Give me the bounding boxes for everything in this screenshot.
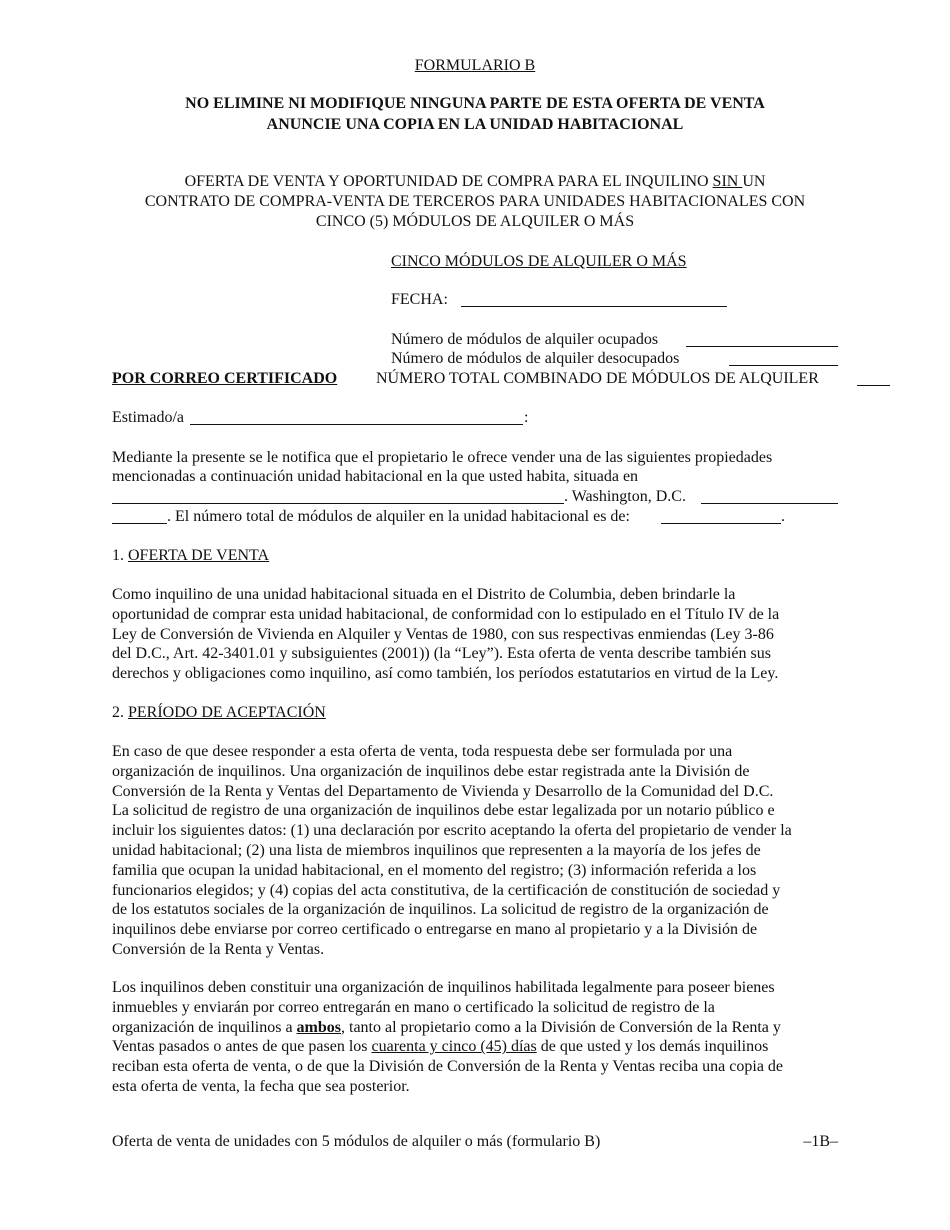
ocupados-blank[interactable] [686, 331, 838, 347]
subtitle: CINCO MÓDULOS DE ALQUILER O MÁS [391, 253, 687, 270]
notice-line-4-end: . [781, 508, 785, 525]
section-2-line: inmuebles y enviarán por correo entregarán en mano o certificado la solicitud de registro de la [112, 998, 715, 1016]
fecha-blank[interactable] [461, 291, 727, 307]
section-2-line: organización de inquilinos. Una organización de inquilinos debe estar registrada ante la División de [112, 762, 750, 780]
section-2-heading [112, 703, 326, 723]
notice-line-1: Mediante la presente se le notifica que el propietario le ofrece vender una de las siguientes propiedades [112, 449, 773, 466]
section-1-heading [112, 546, 269, 566]
title-line-1-post: UN [742, 173, 766, 190]
greeting-label: Estimado/a [112, 409, 184, 426]
para2-line3-post: , tanto al propietario como a la División de Conversión de la Renta y [341, 1018, 781, 1036]
section-1-line: del D.C., Art. 42-3401.01 y subsiguientes (2001)) (la “Ley”). Esta oferta de venta describe también sus [112, 645, 771, 663]
section-2-line: unidad habitacional; (2) una lista de miembros inquilinos que representen a la mayoría de los jefes de [112, 841, 761, 859]
section-2-line [112, 1037, 842, 1057]
section-2-line: esta oferta de venta, la fecha que sea posterior. [112, 1077, 410, 1095]
zip-blank-a[interactable] [701, 488, 838, 504]
fecha-label: FECHA: [391, 291, 448, 308]
form-label: FORMULARIO B [414, 57, 536, 74]
section-2-line: inquilinos debe enviarse por correo certificado o entregarse en mano al propietario y a la División de [112, 921, 758, 939]
section-1-title: OFERTA DE VENTA [128, 547, 270, 564]
page-number: –1B– [803, 1133, 838, 1150]
section-1-line: derechos y obligaciones como inquilino, así como también, los períodos estatutarios en virtud de la Ley. [112, 665, 779, 683]
warning-line-2: ANUNCIE UNA COPIA EN LA UNIDAD HABITACIONAL [266, 116, 684, 133]
footer-left: Oferta de venta de unidades con 5 módulos de alquiler o más (formulario B) [112, 1133, 601, 1150]
section-2-line: Conversión de la Renta y Ventas del Departamento de Vivienda y Desarrollo de la Comunidad del D.C. [112, 782, 774, 800]
notice-line-3: . Washington, D.C. [564, 488, 686, 505]
section-2-paragraph-1 [112, 742, 842, 960]
section-2-line: En caso de que desee responder a esta oferta de venta, toda respuesta debe ser formulada por una [112, 743, 733, 760]
para2-line4-pre: Ventas pasados o antes de que pasen los [112, 1038, 372, 1056]
section-1-number: 1. [112, 547, 124, 564]
title-sin: SIN [712, 173, 743, 190]
total-units-blank[interactable] [661, 508, 781, 524]
section-2-line: reciban esta oferta de venta, o de que la División de Conversión de la Renta y Ventas reciba una copia de [112, 1058, 784, 1076]
section-2-line [112, 1018, 842, 1038]
section-1-line: Ley de Conversión de Vivienda en Alquiler y Ventas de 1980, con sus respectivas enmiendas (Ley 3-86 [112, 625, 774, 643]
desocupados-label: Número de módulos de alquiler desocupados [391, 350, 680, 367]
notice-line-2: mencionadas a continuación unidad habitacional en la que usted habita, situada en [112, 468, 639, 485]
section-2-line: de los estatutos sociales de la organización de inquilinos. La solicitud de registro de la organización de [112, 901, 769, 919]
desocupados-blank[interactable] [729, 350, 838, 366]
title-line-1-pre: OFERTA DE VENTA Y OPORTUNIDAD DE COMPRA PARA EL INQUILINO [184, 173, 713, 190]
address-blank[interactable] [112, 488, 564, 504]
section-2-line: funcionarios elegidos; y (4) copias del acta constitutiva, de la certificación de constitución de sociedad y [112, 881, 781, 899]
section-2-title: PERÍODO DE ACEPTACIÓN [128, 704, 326, 721]
para2-line4-post: de que usted y los demás inquilinos [536, 1038, 769, 1056]
warning-line-1: NO ELIMINE NI MODIFIQUE NINGUNA PARTE DE ESTA OFERTA DE VENTA [185, 95, 765, 112]
ambos-emphasis: ambos [296, 1018, 341, 1036]
total-blank[interactable] [857, 370, 890, 386]
section-2-line: La solicitud de registro de una organización de inquilinos debe estar legalizada por un notario público e [112, 802, 775, 820]
section-1-paragraph [112, 585, 842, 684]
title-line-3: CINCO (5) MÓDULOS DE ALQUILER O MÁS [315, 213, 635, 230]
fecha-row [391, 290, 448, 310]
para2-line3-pre: organización de inquilinos a [112, 1018, 297, 1036]
title-line-1 [0, 172, 950, 192]
certified-mail: POR CORREO CERTIFICADO [112, 370, 338, 387]
section-2-line: incluir los siguientes datos: (1) una declaración por escrito aceptando la oferta del propietario de vender la [112, 822, 792, 840]
section-2-line: Los inquilinos deben constituir una organización de inquilinos habilitada legalmente para poseer bienes [112, 979, 775, 996]
section-2-number: 2. [112, 704, 124, 721]
total-label: NÚMERO TOTAL COMBINADO DE MÓDULOS DE ALQUILER [376, 370, 819, 387]
section-2-paragraph-2 [112, 978, 842, 1097]
section-2-line: Conversión de la Renta y Ventas. [112, 940, 325, 958]
section-2-line: familia que ocupan la unidad habitacional, en el momento del registro; (3) información referida a los [112, 861, 757, 879]
ocupados-label: Número de módulos de alquiler ocupados [391, 331, 659, 348]
title-line-2: CONTRATO DE COMPRA-VENTA DE TERCEROS PARA UNIDADES HABITACIONALES CON [144, 193, 806, 210]
zip-blank-b[interactable] [112, 508, 167, 524]
section-1-line: Como inquilino de una unidad habitacional situada en el Distrito de Columbia, deben brindarle la [112, 586, 736, 603]
section-1-line: oportunidad de comprar esta unidad habitacional, de conformidad con lo estipulado en el Título IV de la [112, 605, 780, 623]
notice-line-4: . El número total de módulos de alquiler en la unidad habitacional es de: [167, 508, 630, 525]
greeting-end: : [524, 409, 529, 426]
forty-five-days-emphasis: cuarenta y cinco (45) días [371, 1038, 537, 1056]
greeting-name-blank[interactable] [190, 409, 523, 425]
